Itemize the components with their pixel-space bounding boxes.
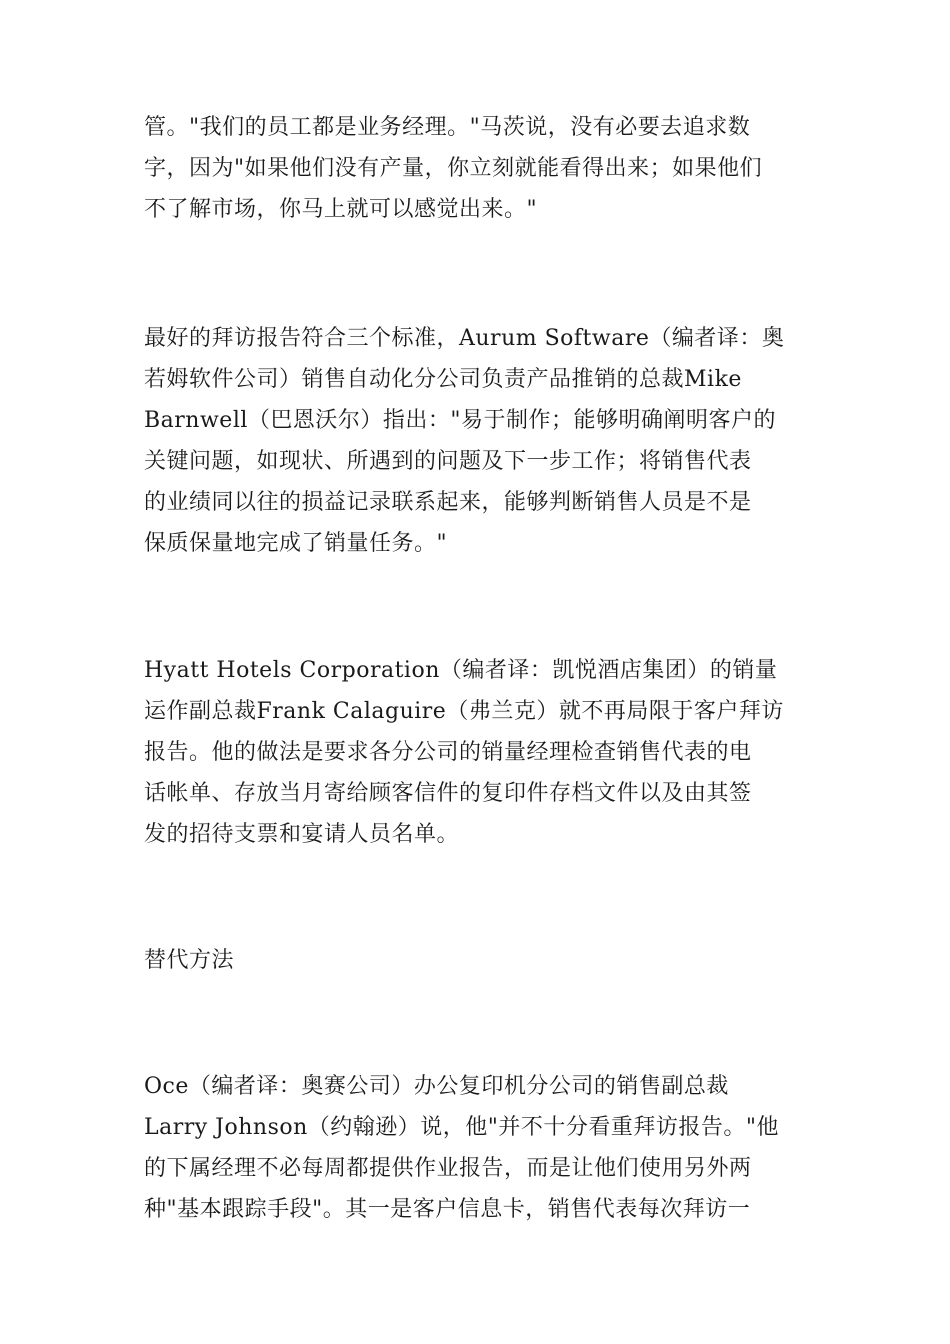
text-line: Oce（编者译：奥赛公司）办公复印机分公司的销售副总裁 xyxy=(144,1074,729,1099)
paragraph-4 xyxy=(144,1066,810,1230)
text-line: 保质保量地完成了销量任务。" xyxy=(144,531,448,556)
text-line: 种"基本跟踪手段"。其一是客户信息卡，销售代表每次拜访一 xyxy=(144,1197,751,1222)
text-line: 最好的拜访报告符合三个标准，Aurum Software（编者译：奥 xyxy=(144,326,785,351)
text-line: Barnwell（巴恩沃尔）指出："易于制作；能够明确阐明客户的 xyxy=(144,408,777,433)
section-heading-text: 替代方法 xyxy=(144,948,235,973)
text-line: 的下属经理不必每周都提供作业报告，而是让他们使用另外两 xyxy=(144,1156,752,1181)
text-line: 不了解市场，你马上就可以感觉出来。" xyxy=(144,197,538,222)
text-line: 发的招待支票和宴请人员名单。 xyxy=(144,822,460,847)
text-line: 的业绩同以往的损益记录联系起来，能够判断销售人员是不是 xyxy=(144,490,752,515)
text-line: 字，因为"如果他们没有产量，你立刻就能看得出来；如果他们 xyxy=(144,156,763,181)
text-line: 话帐单、存放当月寄给顾客信件的复印件存档文件以及由其签 xyxy=(144,781,752,806)
text-line: 关键问题，如现状、所遇到的问题及下一步工作；将销售代表 xyxy=(144,449,752,474)
text-line: Hyatt Hotels Corporation（编者译：凯悦酒店集团）的销量 xyxy=(144,658,778,683)
text-line: 若姆软件公司）销售自动化分公司负责产品推销的总裁Mike xyxy=(144,367,742,392)
text-line: 运作副总裁Frank Calaguire（弗兰克）就不再局限于客户拜访 xyxy=(144,699,784,724)
paragraph-1 xyxy=(144,107,810,230)
paragraph-3 xyxy=(144,650,810,855)
text-line: Larry Johnson（约翰逊）说，他"并不十分看重拜访报告。"他 xyxy=(144,1115,780,1140)
paragraph-2 xyxy=(144,318,810,564)
text-line: 报告。他的做法是要求各分公司的销量经理检查销售代表的电 xyxy=(144,740,752,765)
section-heading xyxy=(144,940,810,981)
text-line: 管。"我们的员工都是业务经理。"马茨说，没有必要去追求数 xyxy=(144,115,751,140)
